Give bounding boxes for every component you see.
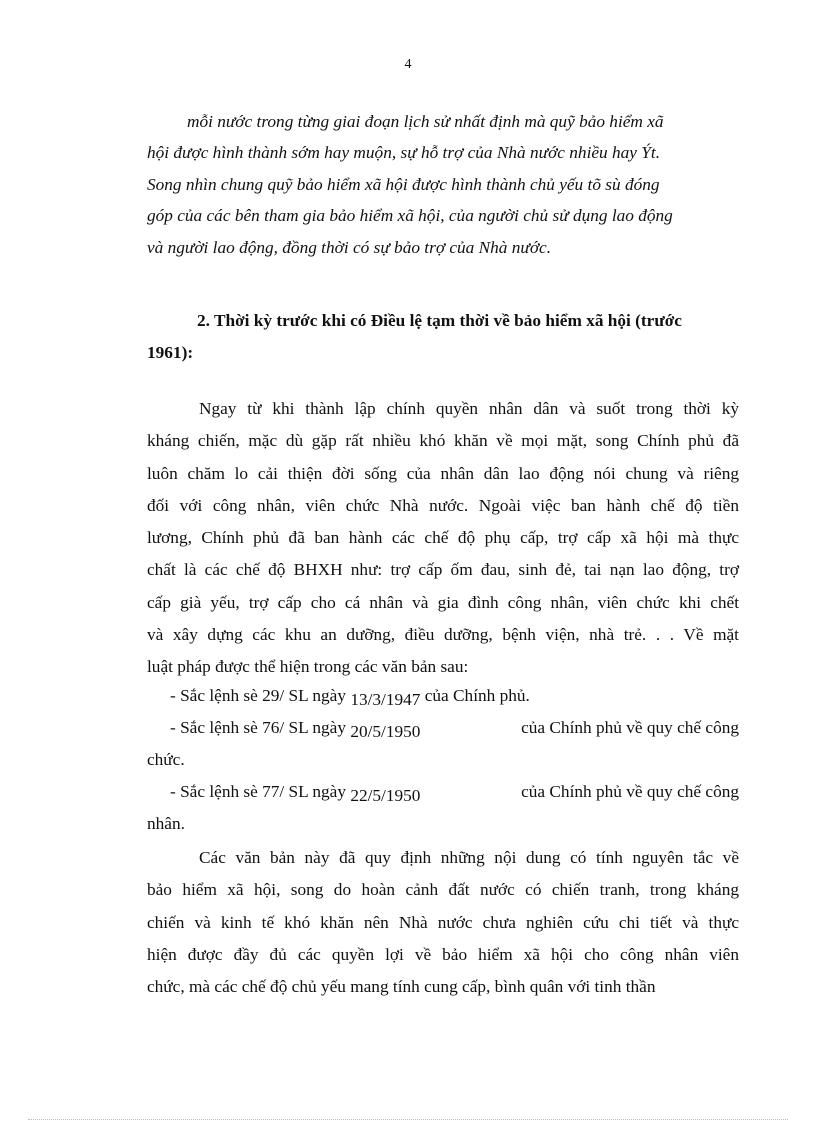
body-paragraph-2 (147, 842, 739, 1003)
body-paragraph-1 (147, 393, 739, 684)
paragraph-line: luôn chăm lo cải thiện đời sống của nhân dân lao động nói chung và riêng (147, 463, 739, 483)
paragraph-line: luật pháp được thể hiện trong các văn bản sau: (147, 657, 469, 677)
paragraph-line: Các văn bản này đã quy định những nội dung có tính nguyên tắc về (199, 848, 739, 867)
decree-prefix: - Sắc lệnh sè 29/ SL ngày (170, 686, 346, 705)
paragraph-line: bảo hiểm xã hội, song do hoàn cảnh đất nước có chiến tranh, trong kháng (147, 880, 739, 900)
decree-suffix: của Chính phủ về quy chế công (521, 718, 739, 737)
paragraph-line: kháng chiến, mặc dù gặp rất nhiều khó khăn về mọi mặt, song Chính phủ đã (147, 431, 739, 451)
paragraph-line: đối với công nhân, viên chức Nhà nước. Ngoài việc ban hành chế độ tiền (147, 495, 739, 515)
intro-line: Song nhìn chung quỹ bảo hiểm xã hội được hình thành chủ yếu tõ sù đóng (147, 174, 660, 194)
paragraph-line: chất là các chế độ BHXH như: trợ cấp ốm đau, sinh đẻ, tai nạn lao động, trợ (147, 560, 739, 580)
paragraph-line: cấp già yếu, trợ cấp cho cá nhân và gia đình công nhân, viên chức khi chết (147, 592, 739, 612)
paragraph-line: chiến và kinh tế khó khăn nên Nhà nước chưa nghiên cứu chi tiết và thực (147, 912, 739, 932)
intro-paragraph (147, 106, 739, 263)
decree-date: 20/5/1950 (350, 722, 421, 741)
intro-line: góp của các bên tham gia bảo hiểm xã hội, của người chủ sử dụng lao động (147, 206, 673, 226)
paragraph-line: chức, mà các chế độ chủ yếu mang tính cung cấp, bình quân với tinh thần (147, 977, 656, 997)
decree-continuation: chức. (147, 750, 185, 769)
decree-suffix: của Chính phủ về quy chế công (521, 782, 739, 801)
heading-line: 1961): (147, 343, 194, 362)
paragraph-line: lương, Chính phủ đã ban hành các chế độ phụ cấp, trợ cấp xã hội mà thực (147, 528, 739, 548)
decree-item (147, 715, 739, 741)
intro-line: và người lao động, đồng thời có sự bảo trợ của Nhà nước. (147, 237, 552, 257)
page-number: 4 (404, 57, 412, 72)
paragraph-line: Ngay từ khi thành lập chính quyền nhân dân và suốt trong thời kỳ (199, 399, 739, 418)
decree-item (147, 779, 739, 805)
decree-continuation: nhân. (147, 814, 185, 833)
heading-line: 2. Thời kỳ trước khi có Điều lệ tạm thời về bảo hiểm xã hội (trước (197, 311, 682, 330)
decree-prefix: - Sắc lệnh sè 76/ SL ngày (170, 718, 346, 737)
decree-date: 22/5/1950 (350, 786, 421, 805)
decree-prefix: - Sắc lệnh sè 77/ SL ngày (170, 782, 346, 801)
paragraph-line: và xây dựng các khu an dưỡng, điều dưỡng, bệnh viện, nhà trẻ. . . Về mặt (147, 625, 739, 645)
decree-date: 13/3/1947 (350, 690, 421, 709)
intro-line: mỗi nước trong từng giai đoạn lịch sử nhất định mà quỹ bảo hiểm xã (187, 112, 664, 131)
page-bottom-rule (28, 1119, 788, 1120)
decree-suffix: của Chính phủ. (424, 686, 530, 705)
section-heading (147, 305, 739, 369)
paragraph-line: hiện được đầy đủ các quyền lợi về bảo hiểm xã hội cho công nhân viên (147, 944, 739, 964)
decree-item (147, 683, 739, 709)
intro-line: hội được hình thành sớm hay muộn, sự hỗ trợ của Nhà nước nhiều hay Ýt. (147, 143, 661, 163)
